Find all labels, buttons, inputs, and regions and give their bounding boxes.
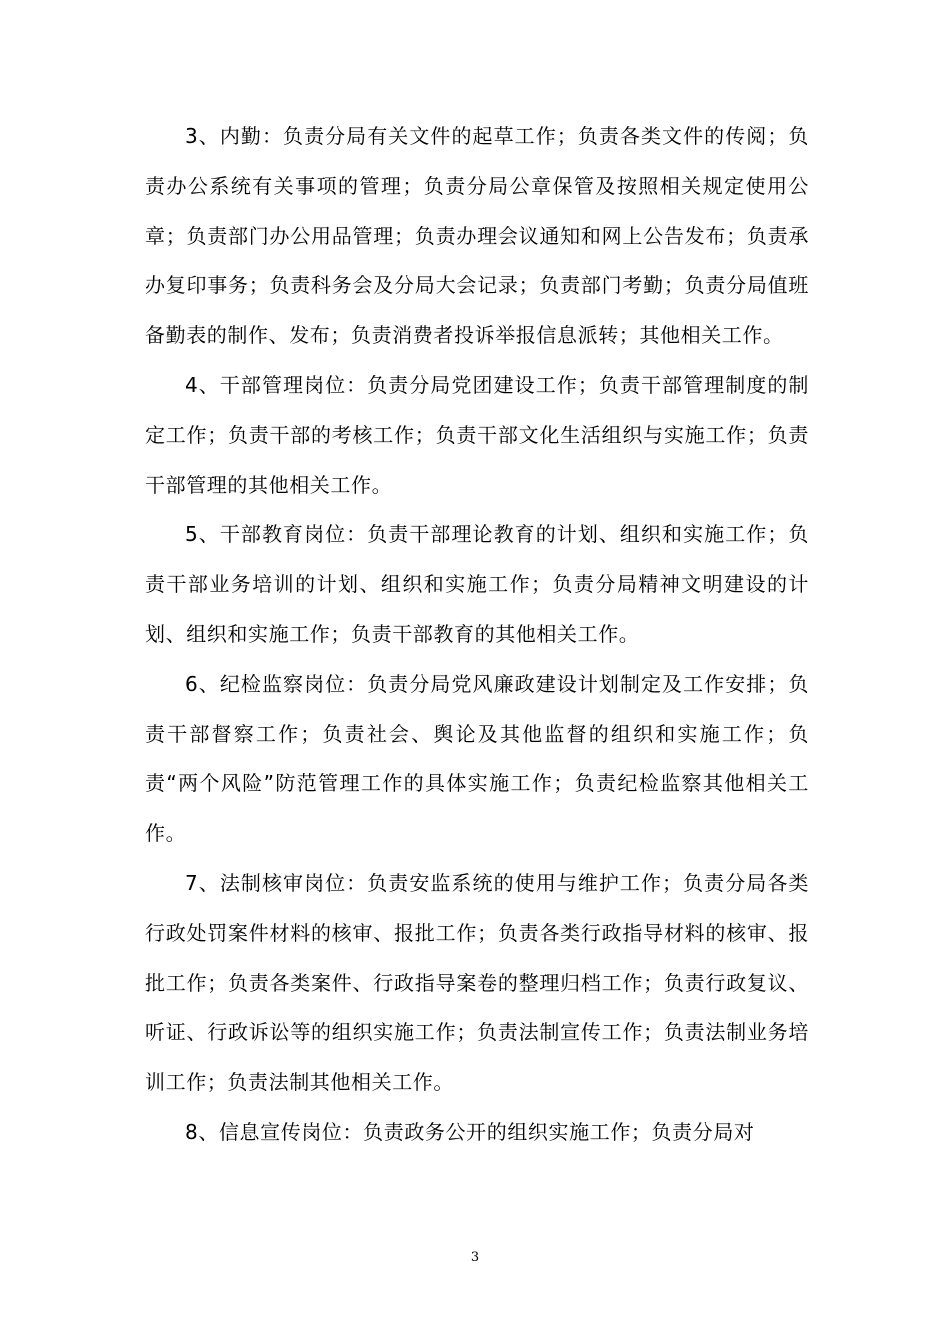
document-body: [145, 112, 809, 1158]
paragraph-item-6-discipline-inspection: 6、纪检监察岗位：负责分局党风廉政建设计划制定及工作安排；负责干部督察工作；负责社会、舆论及其他监督的组织和实施工作；负责“两个风险”防范管理工作的具体实施工作；负责纪检监察其他相关工作。: [145, 671, 809, 846]
paragraph-item-3-internal-affairs: 3、内勤：负责分局有关文件的起草工作；负责各类文件的传阅；负责办公系统有关事项的管理；负责分局公章保管及按照相关规定使用公章；负责部门办公用品管理；负责办理会议通知和网上公告发布；负责承办复印事务；负责科务会及分局大会记录；负责部门考勤；负责分局值班备勤表的制作、发布；负责消费者投诉举报信息派转；其他相关工作。: [145, 124, 809, 348]
page-number: 3: [470, 1250, 480, 1265]
paragraph-item-5-cadre-education: 5、干部教育岗位：负责干部理论教育的计划、组织和实施工作；负责干部业务培训的计划、组织和实施工作；负责分局精神文明建设的计划、组织和实施工作；负责干部教育的其他相关工作。: [145, 522, 809, 646]
paragraph-item-7-legal-review: 7、法制核审岗位：负责安监系统的使用与维护工作；负责分局各类行政处罚案件材料的核审、报批工作；负责各类行政指导材料的核审、报批工作；负责各类案件、行政指导案卷的整理归档工作；负责行政复议、听证、行政诉讼等的组织实施工作；负责法制宣传工作；负责法制业务培训工作；负责法制其他相关工作。: [145, 870, 809, 1095]
paragraph-item-8-information-publicity: 8、信息宣传岗位：负责政务公开的组织实施工作；负责分局对: [185, 1119, 755, 1144]
paragraph-item-4-cadre-management: 4、干部管理岗位：负责分局党团建设工作；负责干部管理制度的制定工作；负责干部的考核工作；负责干部文化生活组织与实施工作；负责干部管理的其他相关工作。: [145, 372, 809, 497]
